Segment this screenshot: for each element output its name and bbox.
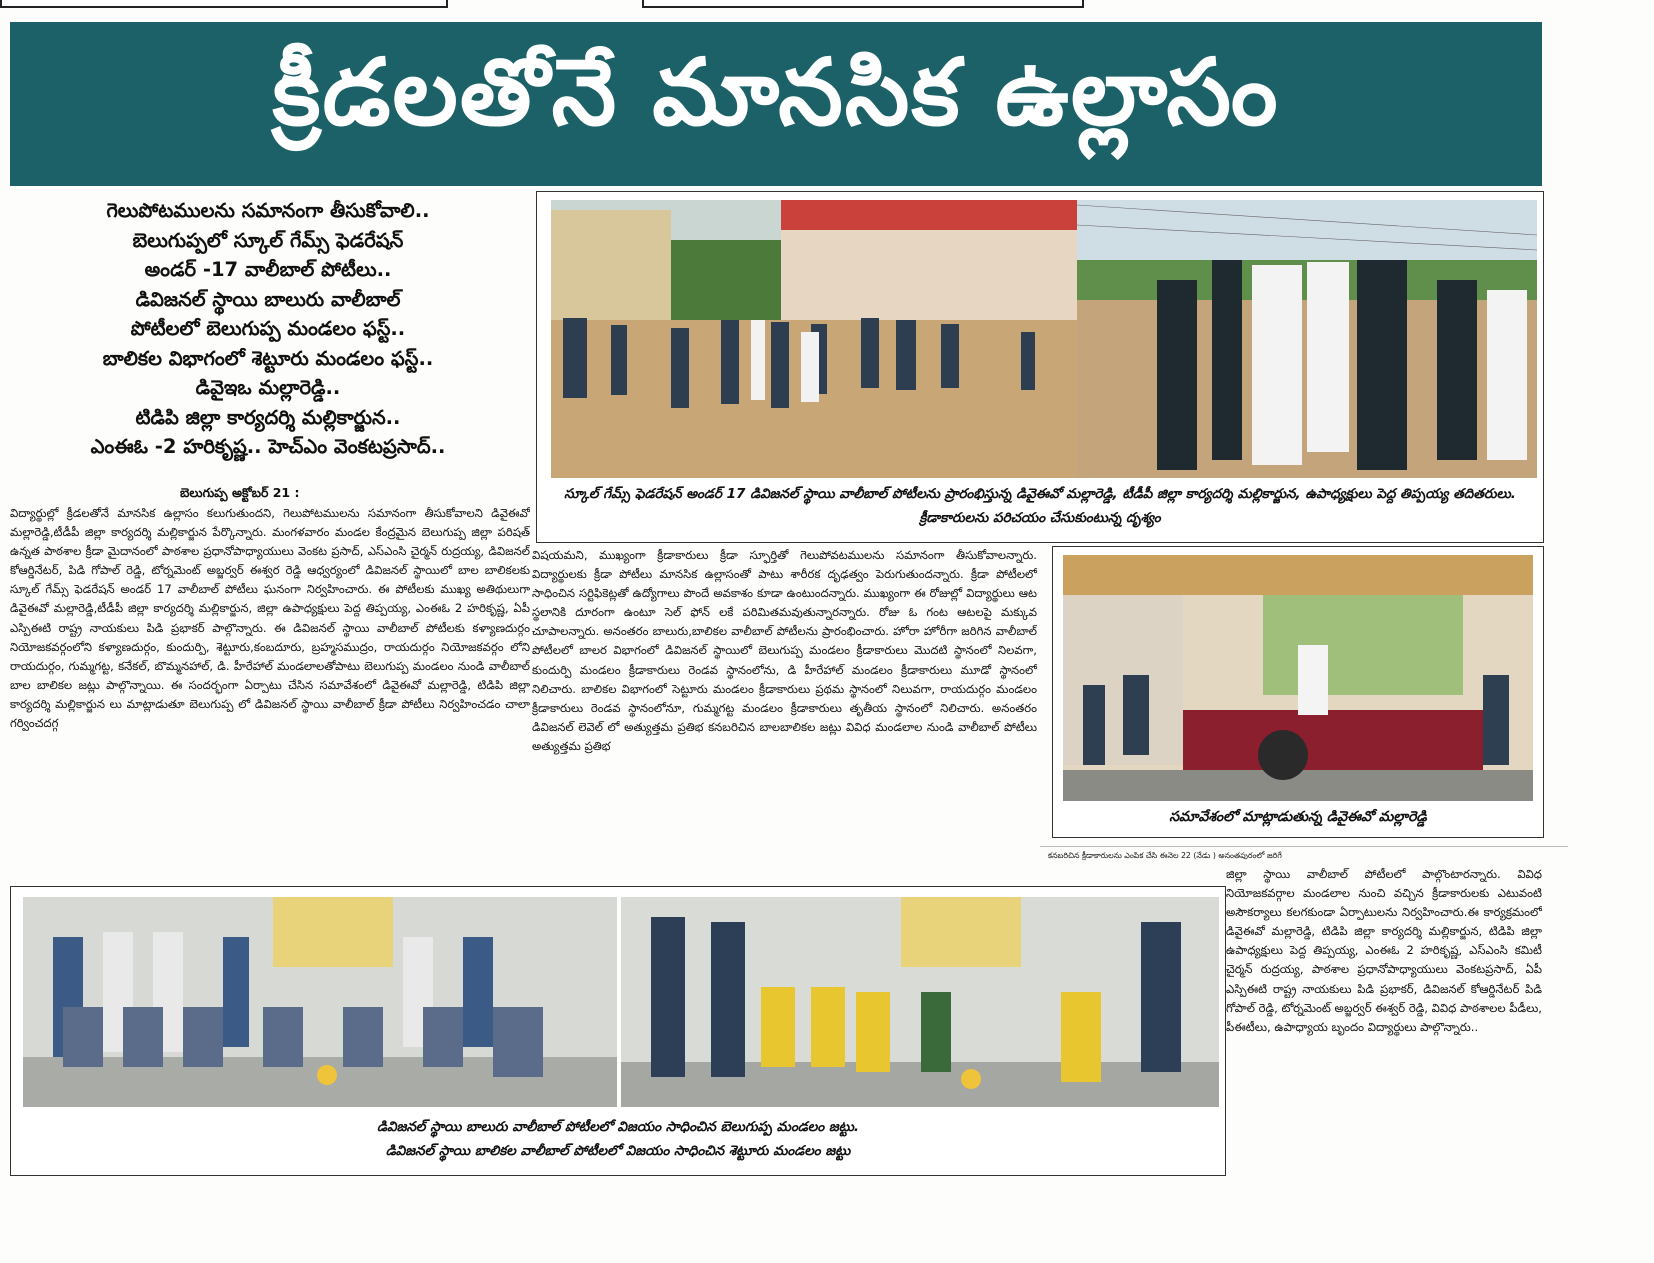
prev-article-edge-left xyxy=(0,0,448,8)
players-greeting-photo xyxy=(1077,200,1537,478)
girls-team-photo xyxy=(621,897,1219,1107)
deck-line: పోటీలలో బెలుగుప్ప మండలం ఫస్ట్.. xyxy=(130,317,406,340)
meeting-photo-box xyxy=(1052,546,1544,838)
body-column-1 xyxy=(10,504,530,860)
deck-line: బెలుగుప్పలో స్కూల్ గేమ్స్ ఫెడరేషన్ xyxy=(132,228,404,252)
body-paragraph: విద్యార్థుల్లో క్రీడలతోనే మానసిక ఉల్లాసం కలుగుతుందని, గెలుపోటములను సమానంగా తీసుకోవాలని డివైఈవో మల్లారెడ్డి,టీడీపీ జిల్లా కార్యదర్శి మల్లికార్జున పేర్కొన్నారు. మంగళవారం మండల కేంద్రమైన బెలుగుప్ప జిల్లా పరిషత్ ఉన్నత పాఠశాల క్రీడా మైదానంలో పాఠశాల ప్రధానోపాధ్యాయులు వెంకట ప్రసాద్, ఎస్ఎంసి చైర్మన్ రుద్రయ్య, డివిజనల్ కోఆర్డినేటర్, పిడి గోపాల్ రెడ్డి, టోర్నమెంట్ అబ్జర్వర్ ఈశ్వర రెడ్డి ఆధ్వర్యంలో డివిజనల్ స్థాయిలో బాల బాలికలకు స్కూల్ గేమ్స్ ఫెడరేషన్ అండర్ 17 వాలీబాల్ పోటీలు ఘనంగా నిర్వహించారు. ఈ పోటీలకు ముఖ్య అతిథులుగా డివైఈవో మల్లారెడ్డి,టీడీపీ జిల్లా కార్యదర్శి మల్లికార్జున, జిల్లా ఉపాధ్యక్షులు పెద్ద తిప్పయ్య, ఎంఈఓ 2 హరికృష్ణ, ఏపీ ఎస్పిఈటి రాష్ట్ర నాయకులు పిడి ప్రభాకర్ పాల్గొన్నారు. ఈ డివిజనల్ స్థాయి వాలీబాల్ పోటీలకు కళ్యాణదుర్గం నియోజకవర్గంలోని కళ్యాణదుర్గం, కుందుర్పి, శెట్టూరు,కంబదూరు, బ్రహ్మసముద్రం, రాయదుర్గం నియోజకవర్గం లోని రాయదుర్గం, గుమ్మగట్ట, కనేకల్, బొమ్మనహాల్, డి. హీరేహాల్ మండలాలతోపాటు బెలుగుప్ప మండలం నుండి వాలీబాల్ బాల బాలికల జట్లు పాల్గొన్నాయి. ఈ సందర్భంగా ఏర్పాటు చేసిన సమావేశంలో డివైఈవో మల్లారెడ్డి, టిడిపి జిల్లా కార్యదర్శి మల్లికార్జున లు మాట్లాడుతూ బెలుగుప్ప లో డివిజనల్ స్థాయి వాలీబాల్ క్రీడా పోటీలు నిర్వహించడం చాలా గర్వించదగ్గ xyxy=(10,506,530,731)
volleyball-ground-photo xyxy=(551,200,1077,478)
deck-line: టిడిపి జిల్లా కార్యదర్శి మల్లికార్జున.. xyxy=(135,405,401,429)
deck-line: ఎంఈఓ -2 హరికృష్ణ.. హెచ్ఎం వెంకటప్రసాద్.. xyxy=(90,435,446,458)
headline-banner xyxy=(10,22,1542,186)
team-photos-box xyxy=(10,886,1226,1176)
meeting-photo xyxy=(1063,555,1533,801)
deck xyxy=(8,196,528,462)
prev-article-edge-right xyxy=(642,0,1084,8)
body-paragraph: విషయమని, ముఖ్యంగా క్రీడాకారులు క్రీడా స్ఫూర్తితో గెలుపోవటములను సమానంగా తీసుకోవాలన్నారు. విద్యార్థులకు క్రీడా పోటీలు మానసిక ఉల్లాసంతో పాటు శారీరక దృఢత్వం పెరుగుతుందన్నారు. క్రీడా పోటీలలో సాధించిన సర్టిఫికెట్లతో ఉద్యోగాలు పొందే అవకాశం కూడా ఉంటుందన్నారు. ముఖ్యంగా ఈ రోజుల్లో విద్యార్థులు ఆట స్థలానికి దూరంగా ఉంటూ సెల్ ఫోన్ లకే పరిమితమవుతున్నారన్నారు. రోజు ఓ గంట ఆటలపై మక్కువ చూపాలన్నారు. అనంతరం బాలురు,బాలికల వాలీబాల్ పోటీలను ప్రారంభించారు. హోరా హోరీగా జరిగిన వాలీబాల్ పోటీలలో బాలర విభాగంలో డివిజనల్ స్థాయిలో బెలుగుప్ప మండలం క్రీడాకారులు మొదటి స్థానంలో నిలవగా, కుందుర్పి మండలం క్రీడాకారులు రెండవ స్థానంలోను, డి హీరేహాల్ మండలం క్రీడాకారులు మూడో స్థానంలో నిలిచారు. బాలికల విభాగంలో సెట్టూరు మండలం క్రీడాకారులు ప్రథమ స్థానంలో నిలువగా, రాయదుర్గం మండలం క్రీడాకారులు రెండవ స్థానంలోనూ, గుమ్మగట్ట మండలం క్రీడాకారులు తృతీయ స్థానంలో నిలిచారు. అనంతరం డివిజనల్ లెవెల్ లో అత్యుత్తమ ప్రతిభ కనబరిచిన బాలబాలికల జట్లు వివిధ మండలాల నుండి వాలీబాల్ పోటీలు అత్యుత్తమ ప్రతిభ xyxy=(532,548,1037,753)
body-column-3-first-line: కనబరిచిన క్రీడాకారులను ఎంపిక చేసి ఈనెల 22 (నేడు ) అనంతపురంలో జరిగే xyxy=(1048,851,1282,860)
headline: క్రీడలతోనే మానసిక ఉల్లాసం xyxy=(272,39,1280,146)
deck-line: డివైఇఒ మల్లారెడ్డి.. xyxy=(195,376,341,399)
teams-caption-line-2: డివిజనల్ స్థాయి బాలికల వాలీబాల్ పోటీలలో విజయం సాధించిన శెట్టూరు మండలం జట్టు xyxy=(385,1143,851,1159)
top-photo-box xyxy=(536,191,1544,543)
body-column-2 xyxy=(532,546,1037,864)
deck-line: బాలికల విభాగంలో శెట్టూరు మండలం ఫస్ట్.. xyxy=(102,346,434,370)
deck-line: డివిజనల్ స్థాయి బాలురు వాలీబాల్ xyxy=(135,287,401,311)
deck-line: అండర్ -17 వాలీబాల్ పోటీలు.. xyxy=(144,258,392,281)
dateline: బెలుగుప్ప అక్టోబర్ 21 : xyxy=(180,485,300,500)
body-paragraph: జిల్లా స్థాయి వాలీబాల్ పోటీలలో పాల్గొంటారన్నారు. వివిధ నియోజకవర్గాల మండలాల నుంచి వచ్చిన క్రీడాకారులకు ఎటువంటి అసౌకర్యాలు కలగకుండా ఏర్పాటులను నిర్వహించారు.ఈ కార్యక్రమంలో డివైఈవో మల్లారెడ్డి, టిడిపి జిల్లా కార్యదర్శి మల్లికార్జున, టిడిపి జిల్లా ఉపాధ్యక్షులు పెద్ద తిప్పయ్య, ఎంఈఓ 2 హరికృష్ణ, ఎస్ఎంసి కమిటీ చైర్మన్ రుద్రయ్య, పాఠశాల ప్రధానోపాధ్యాయులు వెంకటప్రసాద్, ఏపీ ఎస్పిఈటి రాష్ట్ర నాయకులు పిడి ప్రభాకర్, డివిజనల్ కోఆర్డినేటర్ పిడి గోపాల్ రెడ్డి, టోర్నమెంట్ అబ్జర్వర్ ఈశ్వర్ రెడ్డి, వివిధ పాఠశాలల పీడీలు, పీఈటీలు, ఉపాధ్యాయ బృందం విద్యార్థులు పాల్గొన్నారు.. xyxy=(1226,867,1542,1034)
deck-line: గెలుపోటములను సమానంగా తీసుకోవాలి.. xyxy=(106,199,430,222)
top-photo-caption: స్కూల్ గేమ్స్ ఫెడరేషన్ అండర్ 17 డివిజనల్ స్థాయి వాలీబాల్ పోటీలను ప్రారంభిస్తున్న డివైఈవో మల్లారెడ్డి, టీడీపీ జిల్లా కార్యదర్శి మల్లికార్జున, ఉపాధ్యక్షులు పెద్ద తిప్పయ్య తదితరులు. క్రీడాకారులను పరిచయం చేసుకుంటున్న దృశ్యం xyxy=(564,486,1516,526)
boys-team-photo xyxy=(23,897,617,1107)
teams-caption-line-1: డివిజనల్ స్థాయి బాలురు వాలీబాల్ పోటీలలో విజయం సాధించిన బెలుగుప్ప మండలం జట్టు. xyxy=(377,1119,859,1135)
meeting-photo-caption: సమావేశంలో మాట్లాడుతున్న డివైఈవో మల్లారెడ్డి xyxy=(1169,809,1427,825)
body-column-3 xyxy=(1226,865,1542,1165)
